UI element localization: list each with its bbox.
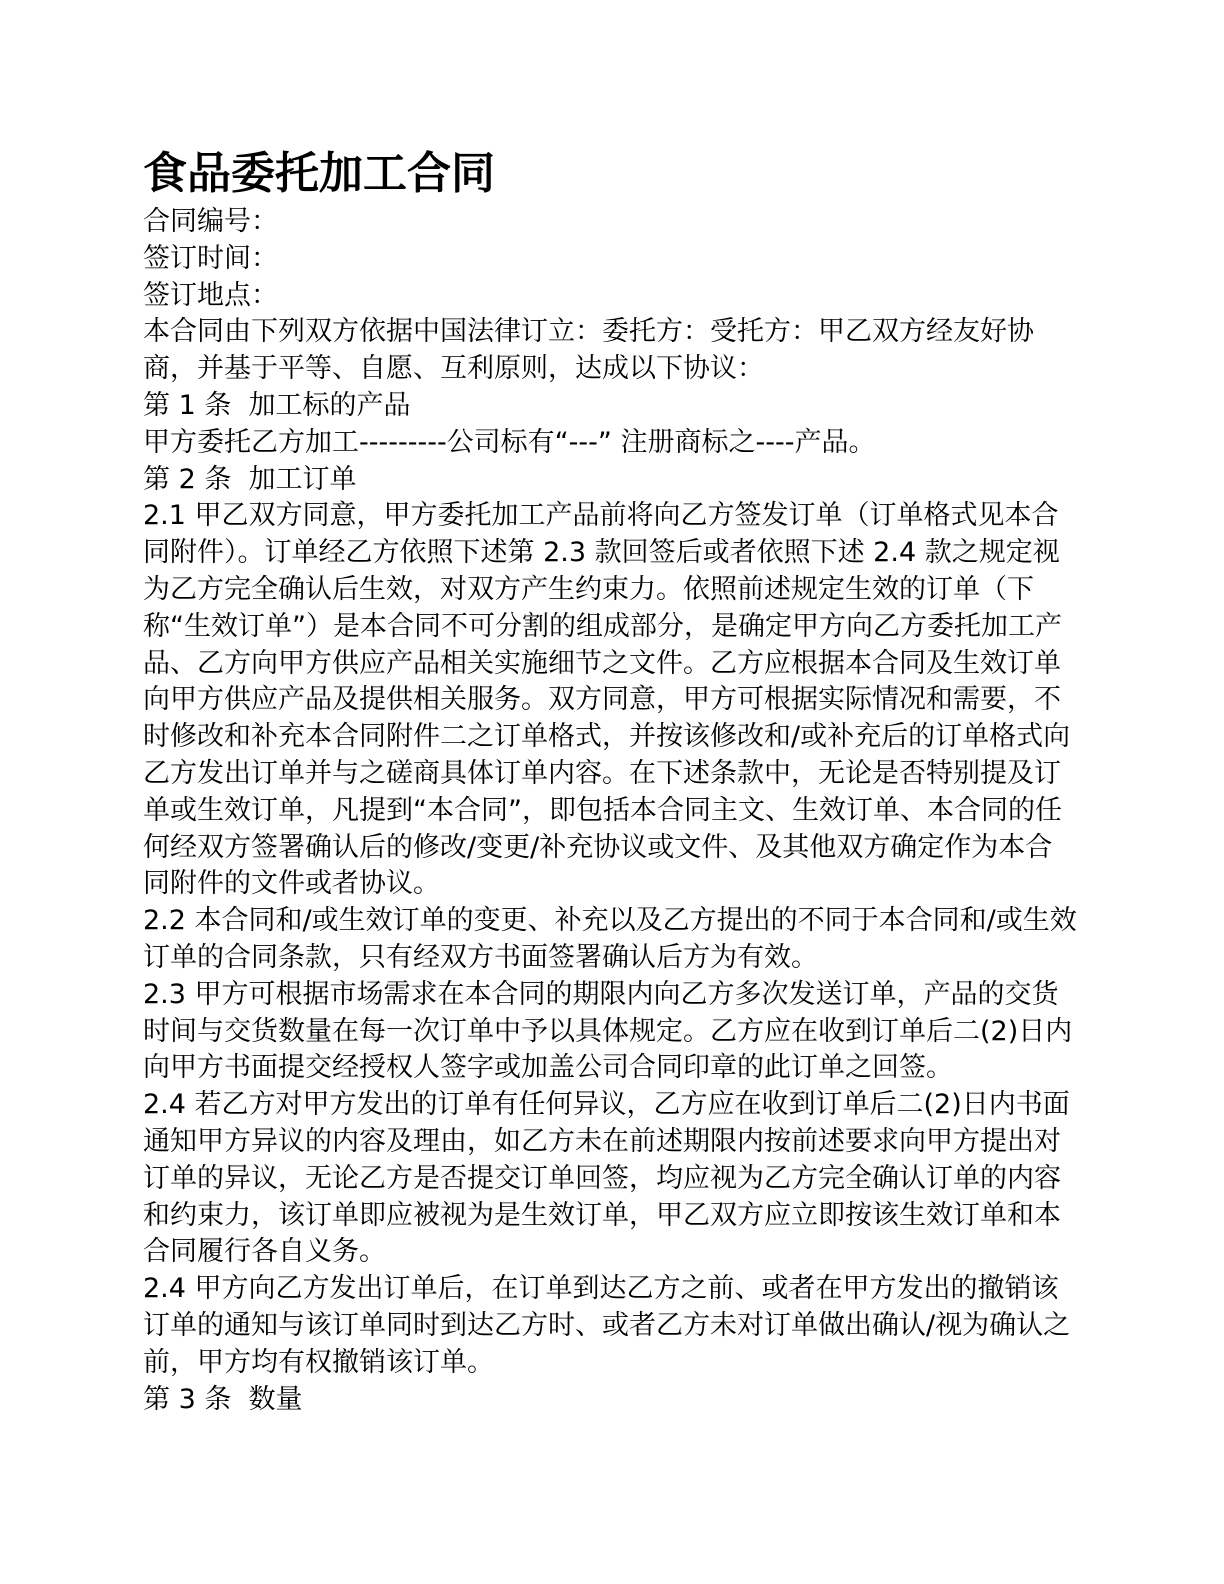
article-1-heading: 第 1 条 加工标的产品: [143, 389, 411, 421]
clause-2-2-paragraph: 2.2 本合同和/或生效订单的变更、补充以及乙方提出的不同于本合同和/或生效订单的合同条款，只有经双方书面签署确认后方为有效。: [143, 905, 1077, 973]
contract-number-field: 合同编号：: [143, 206, 278, 237]
clause-2-1-paragraph: 2.1 甲乙双方同意，甲方委托加工产品前将向乙方签发订单（订单格式见本合同附件）。订单经乙方依照下述第 2.3 款回签后或者依照下述 2.4 款之规定视为乙方完全确认后生效，对双方产生约束力。依照前述规定生效的订单（下称“生效订单”）是本合同不可分割的组成部分，是确定甲方向乙方委托加工产品、乙方向甲方供应产品相关实施细节之文件。乙方应根据本合同及生效订单向甲方供应产品及提供相关服务。双方同意，甲方可根据实际情况和需要，不时修改和补充本合同附件二之订单格式，并按该修改和/或补充后的订单格式向乙方发出订单并与之磋商具体订单内容。在下述条款中，无论是否特别提及订单或生效订单，凡提到“本合同”，即包括本合同主文、生效订单、本合同的任何经双方签署确认后的修改/变更/补充协议或文件、及其他双方确定作为本合同附件的文件或者协议。: [143, 500, 1071, 900]
article-2-heading: 第 2 条 加工订单: [143, 463, 357, 495]
clause-2-4-paragraph: 2.4 若乙方对甲方发出的订单有任何异议，乙方应在收到订单后二(2)日内书面通知甲方异议的内容及理由，如乙方未在前述期限内按前述要求向甲方提出对订单的异议，无论乙方是否提交订单回签，均应视为乙方完全确认订单的内容和约束力，该订单即应被视为是生效订单，甲乙双方应立即按该生效订单和本合同履行各自义务。: [143, 1089, 1070, 1268]
article-1-paragraph: 甲方委托乙方加工---------公司标有“---” 注册商标之----产品。: [143, 426, 876, 458]
preamble-paragraph: 本合同由下列双方依据中国法律订立：委托方：受托方：甲乙双方经友好协商，并基于平等、自愿、互利原则，达成以下协议：: [143, 316, 1034, 385]
signing-time-field: 签订时间：: [143, 242, 278, 274]
clause-2-3-paragraph: 2.3 甲方可根据市场需求在本合同的期限内向乙方多次发送订单，产品的交货时间与交货数量在每一次订单中予以具体规定。乙方应在收到订单后二(2)日内向甲方书面提交经授权人签字或加盖公司合同印章的此订单之回签。: [143, 978, 1073, 1084]
clause-2-4b-paragraph: 2.4 甲方向乙方发出订单后，在订单到达乙方之前、或者在甲方发出的撤销该订单的通知与该订单同时到达乙方时、或者乙方未对订单做出确认/视为确认之前，甲方均有权撤销该订单。: [143, 1273, 1071, 1378]
article-3-heading: 第 3 条 数量: [143, 1383, 303, 1415]
document-page: [143, 146, 1078, 1418]
signing-place-field: 签订地点：: [143, 279, 278, 311]
document-title: 食品委托加工合同: [143, 148, 495, 199]
